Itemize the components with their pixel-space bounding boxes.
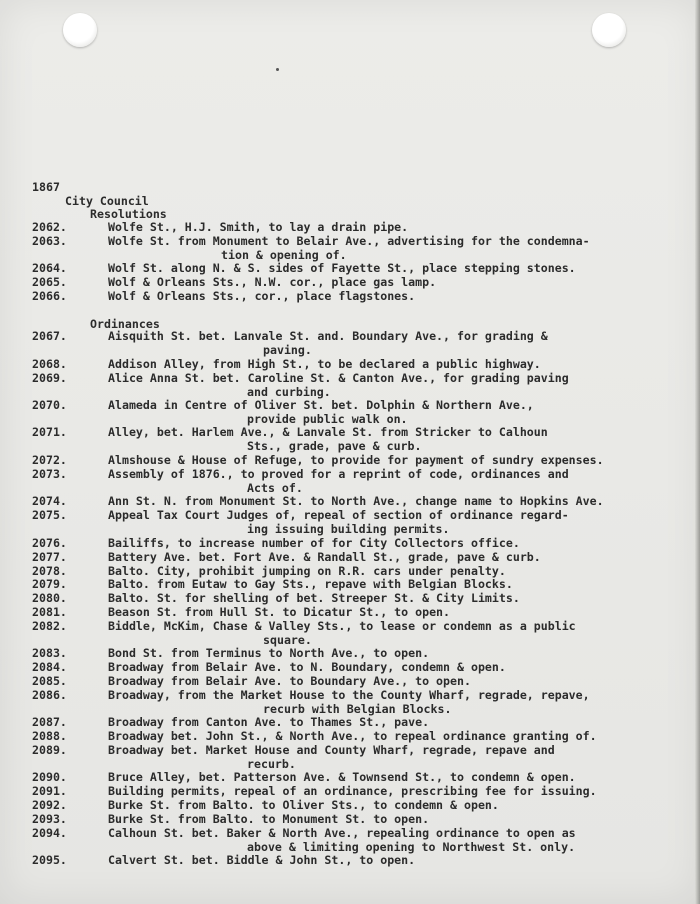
entry-number: 2064. (32, 261, 67, 275)
entry-text: Alley, bet. Harlem Ave., & Lanvale St. from Stricker to Calhoun (108, 425, 548, 439)
entry-number: 2071. (32, 425, 67, 439)
section-heading-resolutions: Resolutions (90, 207, 167, 221)
entry-number: 2090. (32, 770, 67, 784)
entry-text: Broadway from Canton Ave. to Thames St., pave. (108, 715, 430, 729)
entry-number: 2080. (32, 591, 67, 605)
entry-text: Balto. City, prohibit jumping on R.R. cars under penalty. (108, 564, 506, 578)
entry-continuation: recurb. (247, 756, 296, 771)
entry-text: Wolfe St., H.J. Smith, to lay a drain pipe. (108, 220, 409, 234)
entry-number: 2069. (32, 371, 67, 385)
entry-number: 2067. (32, 329, 67, 343)
entry-number: 2093. (32, 812, 67, 826)
entry-number: 2078. (32, 564, 67, 578)
entry-number: 2088. (32, 729, 67, 743)
entry-text: Wolf & Orleans Sts., cor., place flagstones. (108, 289, 416, 303)
entry-text: Assembly of 1876., to proved for a reprint of code, ordinances and (108, 467, 569, 481)
entry-text: Broadway, from the Market House to the County Wharf, regrade, repave, (108, 688, 590, 702)
entry-continuation: and curbing. (247, 384, 331, 399)
entry-text: Alice Anna St. bet. Caroline St. & Canton Ave., for grading paving (108, 371, 569, 385)
entry-text: Bond St. from Terminus to North Ave., to open. (108, 646, 430, 660)
entry-number: 2084. (32, 660, 67, 674)
page-edge-shadow (695, 0, 700, 904)
entry-number: 2087. (32, 715, 67, 729)
entry-number: 2091. (32, 784, 67, 798)
entry-text: Almshouse & House of Refuge, to provide for payment of sundry expenses. (108, 453, 604, 467)
entry-number: 2073. (32, 467, 67, 481)
entry-number: 2079. (32, 577, 67, 591)
entry-text: Biddle, McKim, Chase & Valley Sts., to lease or condemn as a public (108, 619, 576, 633)
entry-continuation: paving. (263, 342, 312, 357)
entry-text: Beason St. from Hull St. to Dicatur St., to open. (108, 605, 451, 619)
entry-number: 2085. (32, 674, 67, 688)
entry-number: 2082. (32, 619, 67, 633)
entry-number: 2062. (32, 220, 67, 234)
entry-text: Wolf & Orleans Sts., N.W. cor., place gas lamp. (108, 275, 437, 289)
entry-text: Wolf St. along N. & S. sides of Fayette St., place stepping stones. (108, 261, 576, 275)
entry-text: Balto. from Eutaw to Gay Sts., repave with Belgian Blocks. (108, 577, 513, 591)
entry-number: 2095. (32, 853, 67, 867)
entry-number: 2074. (32, 494, 67, 508)
entry-continuation: recurb with Belgian Blocks. (263, 701, 452, 716)
entry-number: 2072. (32, 453, 67, 467)
entry-continuation: provide public walk on. (247, 411, 408, 426)
entry-text: Broadway from Belair Ave. to Boundary Ave., to open. (108, 674, 471, 688)
entry-number: 2086. (32, 688, 67, 702)
entry-text: Bailiffs, to increase number of for City Collectors office. (108, 536, 520, 550)
entry-number: 2068. (32, 357, 67, 371)
entry-continuation: above & limiting opening to Northwest St. only. (247, 839, 576, 854)
entry-text: Alameda in Centre of Oliver St. bet. Dolphin & Northern Ave., (108, 398, 534, 412)
entry-text: Building permits, repeal of an ordinance, prescribing fee for issuing. (108, 784, 597, 798)
entry-text: Broadway bet. John St., & North Ave., to repeal ordinance granting of. (108, 729, 597, 743)
entry-number: 2070. (32, 398, 67, 412)
entry-continuation: Sts., grade, pave & curb. (247, 438, 422, 453)
entry-number: 2092. (32, 798, 67, 812)
entry-text: Burke St. from Balto. to Monument St. to open. (108, 812, 430, 826)
entry-number: 2081. (32, 605, 67, 619)
entry-continuation: tion & opening of. (221, 247, 347, 262)
punch-hole-right (592, 13, 626, 47)
entry-text: Bruce Alley, bet. Patterson Ave. & Townsend St., to condemn & open. (108, 770, 576, 784)
entry-number: 2077. (32, 550, 67, 564)
entry-text: Calvert St. bet. Biddle & John St., to open. (108, 853, 416, 867)
entry-continuation: ing issuing building permits. (247, 521, 450, 536)
entry-number: 2083. (32, 646, 67, 660)
entry-text: Battery Ave. bet. Fort Ave. & Randall St., grade, pave & curb. (108, 550, 541, 564)
punch-hole-left (63, 13, 97, 47)
entry-text: Broadway bet. Market House and County Wharf, regrade, repave and (108, 743, 555, 757)
entry-number: 2065. (32, 275, 67, 289)
entry-number: 2063. (32, 234, 67, 248)
entry-number: 2089. (32, 743, 67, 757)
entry-text: Broadway from Belair Ave. to N. Boundary, condemn & open. (108, 660, 506, 674)
entry-text: Addison Alley, from High St., to be declared a public highway. (108, 357, 541, 371)
body-heading: City Council (65, 194, 149, 208)
year-heading: 1867 (32, 180, 60, 194)
entry-text: Appeal Tax Court Judges of, repeal of section of ordinance regard- (108, 508, 569, 522)
entry-text: Aisquith St. bet. Lanvale St. and. Boundary Ave., for grading & (108, 329, 548, 343)
entry-text: Balto. St. for shelling of bet. Streeper St. & City Limits. (108, 591, 520, 605)
entry-text: Calhoun St. bet. Baker & North Ave., repealing ordinance to open as (108, 826, 576, 840)
entry-number: 2076. (32, 536, 67, 550)
section-heading-ordinances: Ordinances (90, 317, 160, 331)
entry-text: Wolfe St. from Monument to Belair Ave., advertising for the condemna- (108, 234, 590, 248)
entry-number: 2094. (32, 826, 67, 840)
entry-text: Ann St. N. from Monument St. to North Ave., change name to Hopkins Ave. (108, 494, 604, 508)
entry-continuation: square. (263, 632, 312, 647)
entry-number: 2066. (32, 289, 67, 303)
entry-continuation: Acts of. (247, 480, 303, 495)
entry-number: 2075. (32, 508, 67, 522)
speck (276, 68, 279, 71)
entry-text: Burke St. from Balto. to Oliver Sts., to condemn & open. (108, 798, 499, 812)
